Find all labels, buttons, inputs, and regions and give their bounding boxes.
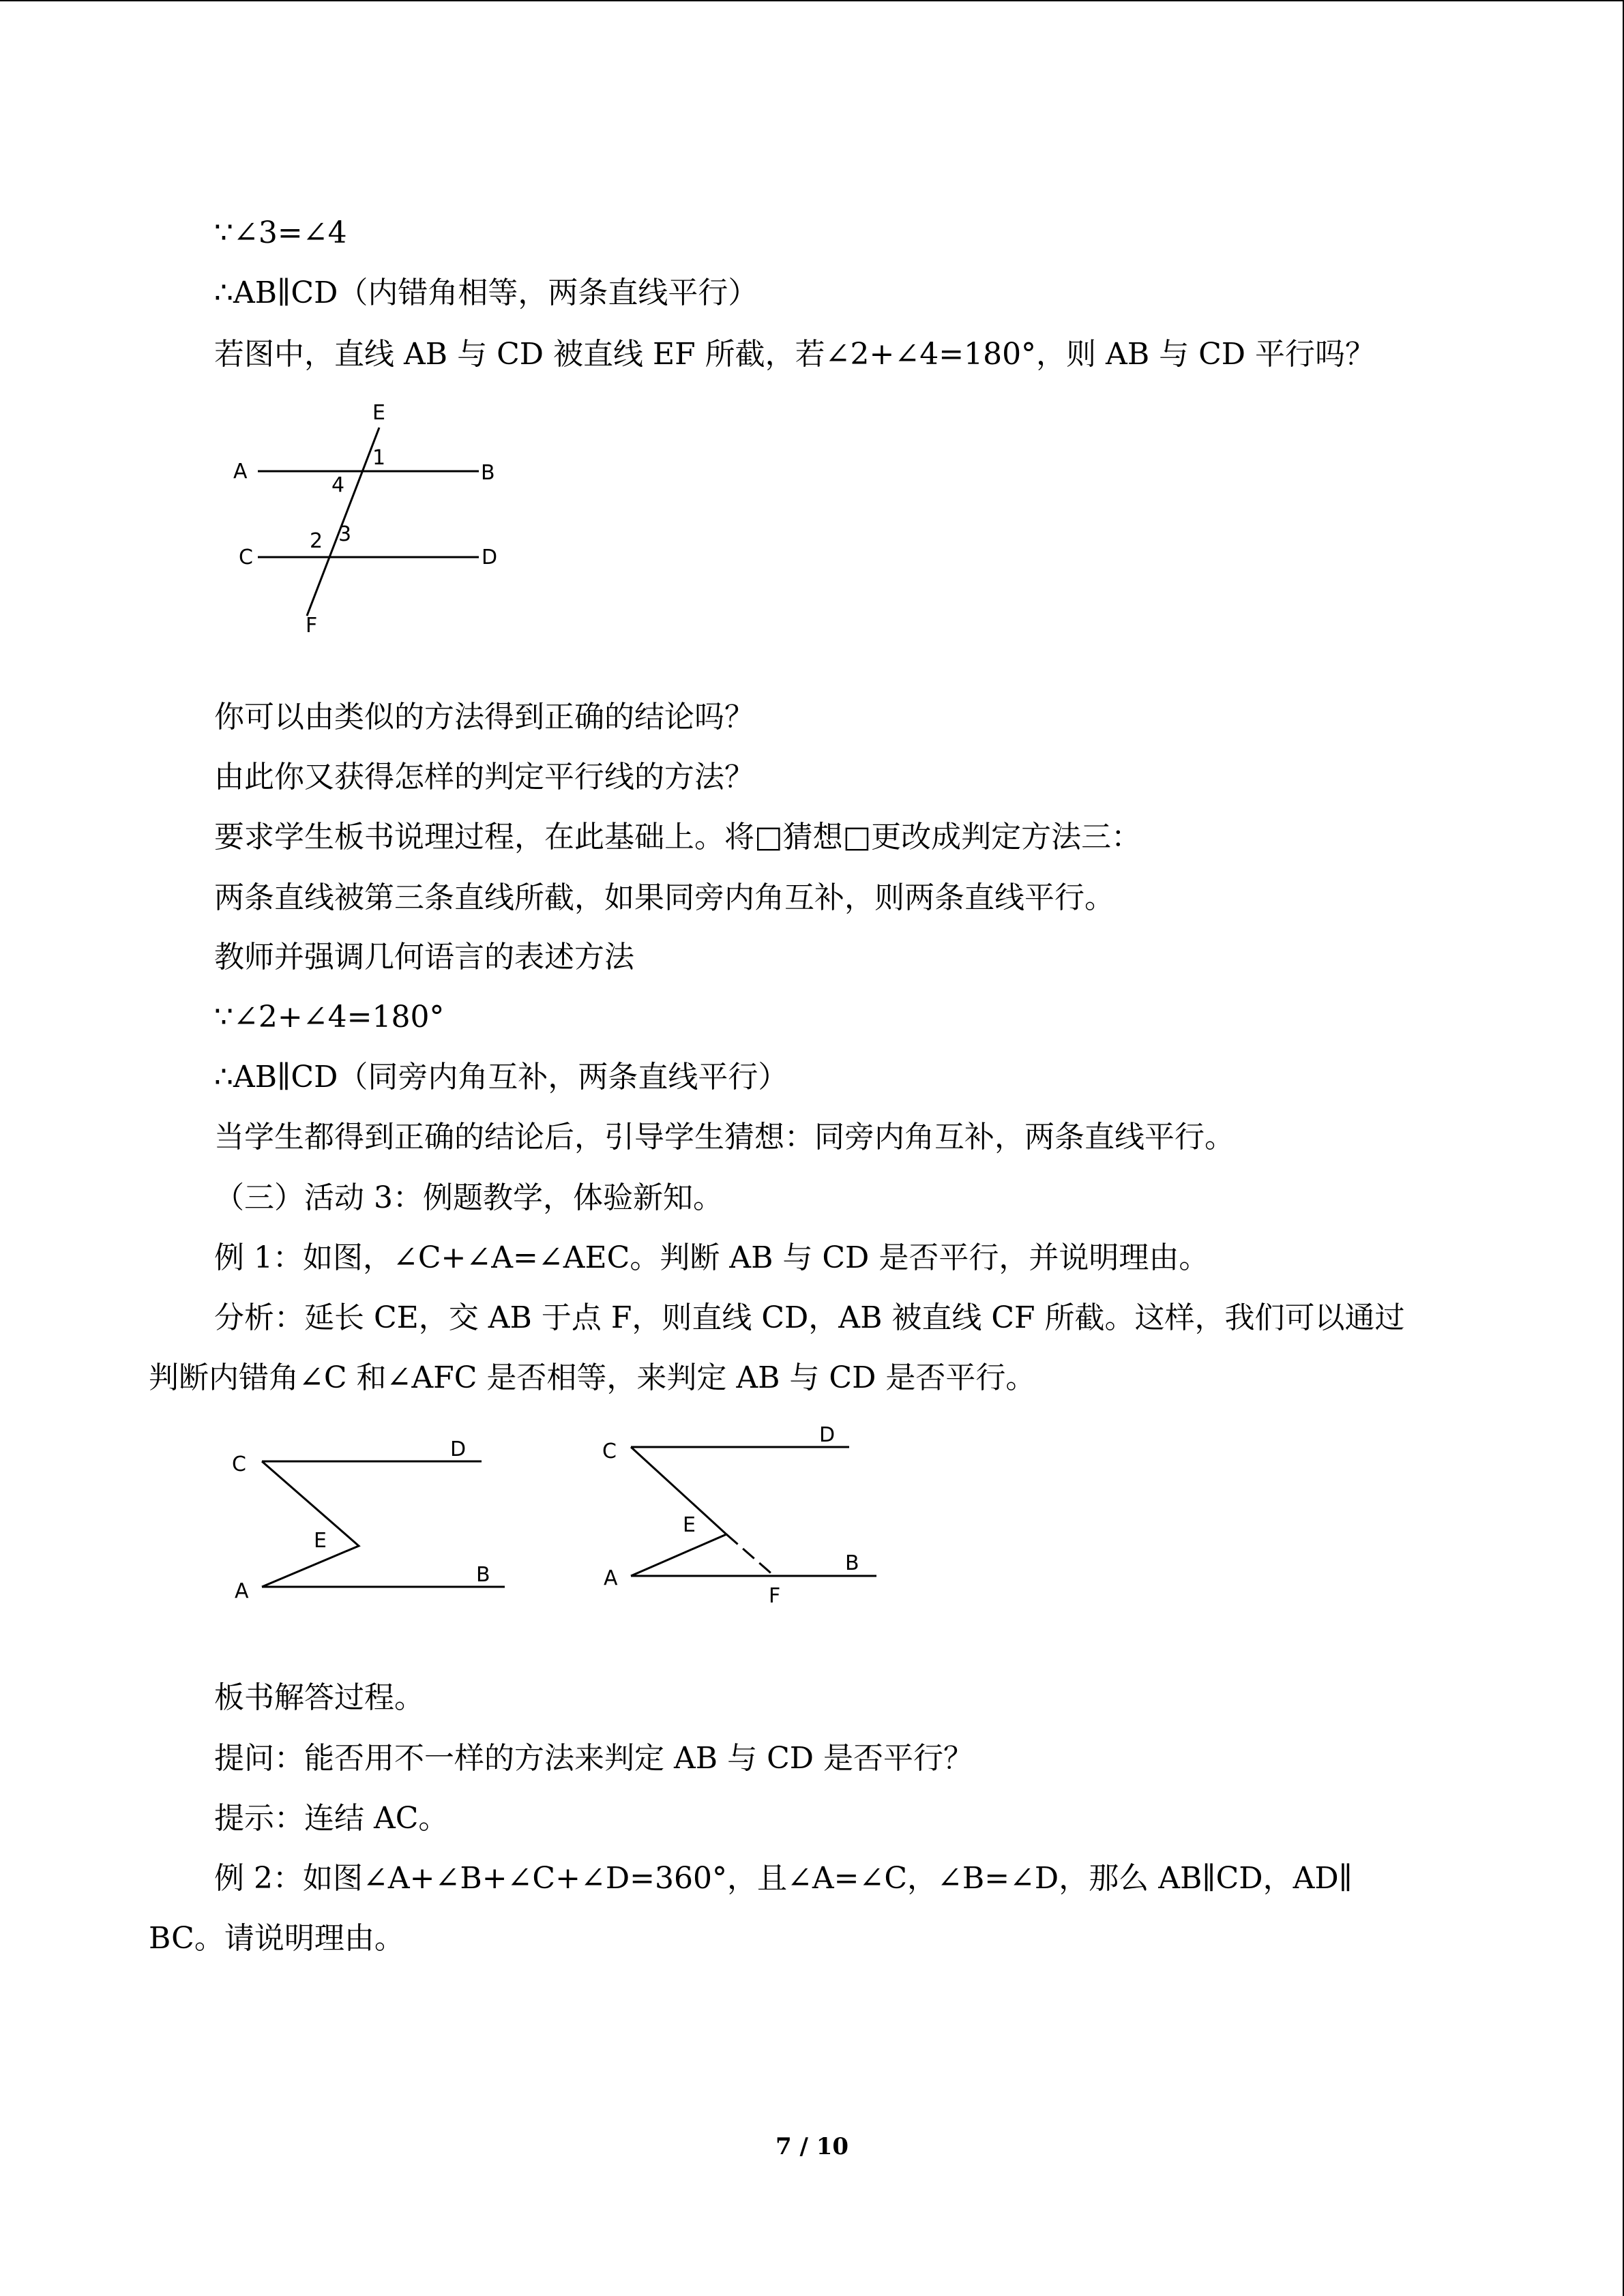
text-line: ∵∠2+∠4=180° <box>214 1000 445 1034</box>
label-E: E <box>314 1529 327 1553</box>
text-line: 要求学生板书说理过程，在此基础上。将□猜想□更改成判定方法三： <box>214 820 1142 854</box>
label-angle-4: 4 <box>331 473 345 497</box>
text-line: 当学生都得到正确的结论后，引导学生猜想：同旁内角互补，两条直线平行。 <box>214 1120 1235 1154</box>
page-number: 7 / 10 <box>775 2133 849 2160</box>
label-F: F <box>306 614 318 638</box>
text-line: 判断内错角∠C 和∠AFC 是否相等，来判定 AB 与 CD 是否平行。 <box>149 1360 1036 1395</box>
label-D: D <box>819 1423 836 1447</box>
page-top-border <box>0 0 1623 2</box>
text-line: ∴AB∥CD（同旁内角互补，两条直线平行） <box>214 1060 788 1094</box>
figure-transversal <box>218 392 518 641</box>
label-C: C <box>239 546 253 569</box>
label-C: C <box>232 1452 246 1476</box>
label-E: E <box>683 1513 696 1537</box>
text-line: 例 1：如图，∠C+∠A=∠AEC。判断 AB 与 CD 是否平行，并说明理由。 <box>214 1240 1209 1275</box>
text-line: （三）活动 3：例题教学，体验新知。 <box>214 1180 723 1215</box>
text-line: ∴AB∥CD（内错角相等，两条直线平行） <box>214 275 758 310</box>
text-line: 提问：能否用不一样的方法来判定 AB 与 CD 是否平行？ <box>214 1741 973 1776</box>
label-F: F <box>769 1584 781 1608</box>
label-E: E <box>372 401 385 425</box>
text-line: 提示：连结 AC。 <box>214 1801 449 1836</box>
label-angle-3: 3 <box>338 522 352 546</box>
text-line: 分析：延长 CE，交 AB 于点 F，则直线 CD，AB 被直线 CF 所截。这样，我们可以通过 <box>214 1300 1405 1335</box>
label-A: A <box>233 460 248 483</box>
figure-example1-right <box>597 1418 897 1609</box>
label-angle-1: 1 <box>372 446 386 470</box>
text-line: BC。请说明理由。 <box>149 1921 404 1956</box>
text-line: 教师并强调几何语言的表述方法 <box>214 940 634 974</box>
label-D: D <box>482 546 498 569</box>
text-line: 两条直线被第三条直线所截，如果同旁内角互补，则两条直线平行。 <box>214 880 1114 915</box>
figure-example1-left <box>225 1429 525 1609</box>
text-line: 你可以由类似的方法得到正确的结论吗？ <box>214 700 754 734</box>
label-A: A <box>235 1579 249 1603</box>
label-D: D <box>450 1437 467 1461</box>
text-line: 由此你又获得怎样的判定平行线的方法？ <box>214 760 754 794</box>
label-B: B <box>845 1551 859 1575</box>
label-B: B <box>481 461 495 485</box>
label-C: C <box>602 1440 617 1463</box>
text-line: 例 2：如图∠A+∠B+∠C+∠D=360°，且∠A=∠C，∠B=∠D，那么 AB∥CD，AD∥ <box>214 1861 1353 1896</box>
label-B: B <box>476 1563 490 1587</box>
label-A: A <box>604 1566 618 1590</box>
text-line: 板书解答过程。 <box>214 1680 424 1715</box>
text-line: ∵∠3=∠4 <box>214 215 347 250</box>
text-line: 若图中，直线 AB 与 CD 被直线 EF 所截，若∠2+∠4=180°，则 AB 与 CD 平行吗？ <box>214 337 1376 372</box>
label-angle-2: 2 <box>310 529 323 553</box>
